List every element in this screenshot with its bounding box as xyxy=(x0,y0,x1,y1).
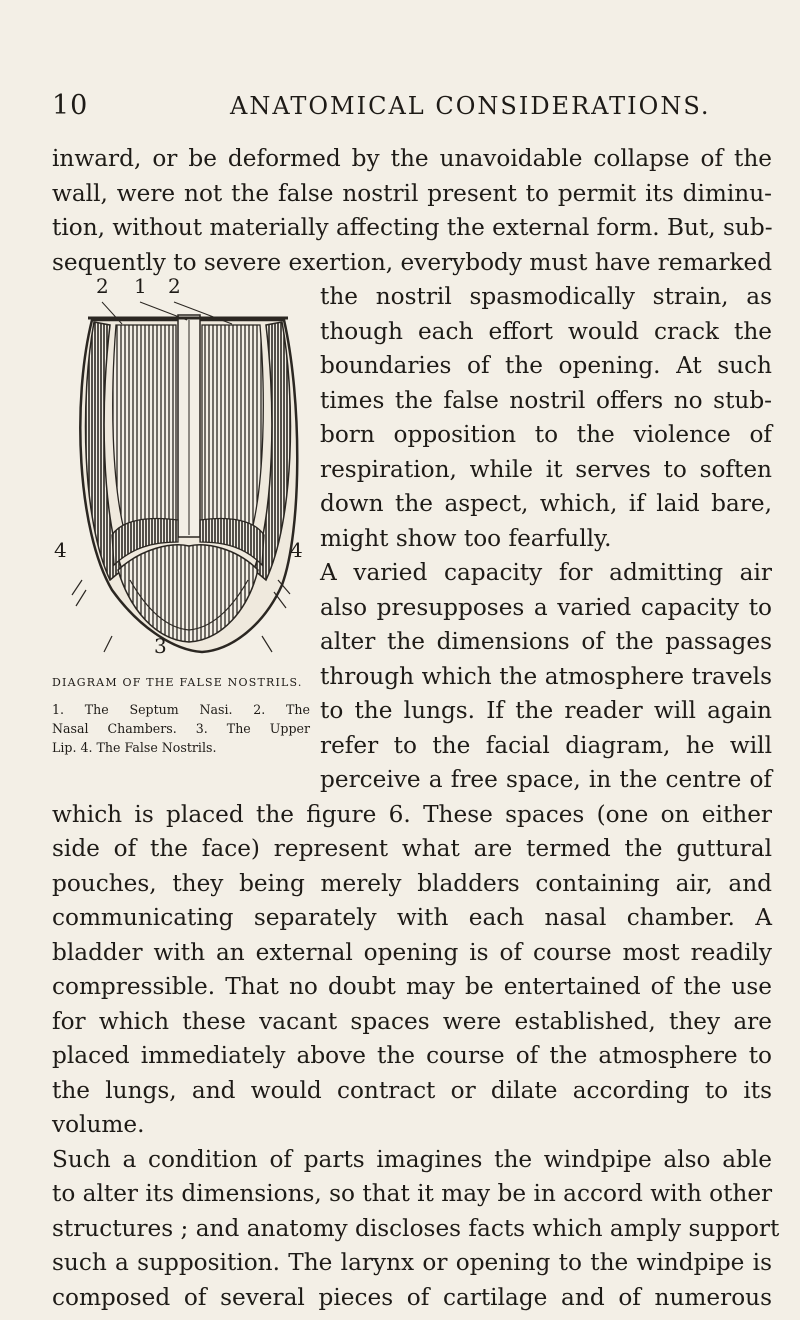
text-line: sequently to severe exertion, everybody must have remarked xyxy=(52,248,773,276)
text-line: wall, were not the false nostril present to permit its diminu- xyxy=(52,179,772,207)
running-head: ANATOMICAL CONSIDERATIONS. xyxy=(230,92,711,120)
page-number: 10 xyxy=(52,90,89,121)
text-line: also presupposes a varied capacity to xyxy=(320,593,772,621)
text-line: alter the dimensions of the passages xyxy=(320,628,772,655)
text-line: boundaries of the opening. At such xyxy=(320,352,772,379)
text-line: for which these vacant spaces were established, they are xyxy=(52,1007,772,1035)
caption-line: 1. The Septum Nasi. 2. The xyxy=(52,702,310,717)
figure-label-1: 1 xyxy=(134,274,147,298)
text-line: to the lungs. If the reader will again xyxy=(320,697,772,724)
text-line: communicating separately with each nasal chamber. A xyxy=(52,904,772,931)
text-line: perceive a free space, in the centre of xyxy=(320,766,772,793)
figure-label-4-left: 4 xyxy=(54,538,67,562)
text-line: tion, without materially affecting the external form. But, sub- xyxy=(52,214,773,241)
caption-line: Lip. 4. The False Nostrils. xyxy=(52,740,217,755)
figure-label-3: 3 xyxy=(154,634,167,658)
text-line: down the aspect, which, if laid bare, xyxy=(320,490,772,517)
text-line: Such a condition of parts imagines the windpipe also able xyxy=(52,1145,772,1173)
body-text xyxy=(52,142,780,1315)
text-line: the nostril spasmodically strain, as xyxy=(320,283,772,310)
text-line: composed of several pieces of cartilage and of numerous xyxy=(52,1283,772,1311)
figure-caption-title: DIAGRAM OF THE FALSE NOSTRILS. xyxy=(52,676,303,689)
text-line: pouches, they being merely bladders containing air, and xyxy=(52,869,772,897)
text-line: such a supposition. The larynx or opening to the windpipe is xyxy=(52,1249,772,1276)
text-line: structures ; and anatomy discloses facts which amply support xyxy=(52,1214,780,1242)
figure-label-2-right: 2 xyxy=(168,274,181,298)
text-line: to alter its dimensions, so that it may be in accord with other xyxy=(52,1180,773,1207)
text-line: might show too fearfully. xyxy=(320,524,612,552)
text-line: volume. xyxy=(52,1111,145,1138)
figure-label-4-right: 4 xyxy=(290,538,303,562)
text-line: respiration, while it serves to soften xyxy=(320,455,772,483)
text-line: refer to the facial diagram, he will xyxy=(320,731,772,759)
text-line: A varied capacity for admitting air xyxy=(320,559,772,586)
text-line: though each effort would crack the xyxy=(320,317,772,345)
text-line: side of the face) represent what are termed the guttural xyxy=(52,835,772,862)
text-line: times the false nostril offers no stub- xyxy=(320,386,772,414)
text-line: inward, or be deformed by the unavoidable collapse of the xyxy=(52,145,772,172)
text-line: born opposition to the violence of xyxy=(320,421,772,448)
figure-label-2-left: 2 xyxy=(96,274,109,298)
text-line: through which the atmosphere travels xyxy=(320,662,772,690)
text-line: which is placed the figure 6. These spaces (one on either xyxy=(52,800,772,828)
caption-line: Nasal Chambers. 3. The Upper xyxy=(52,721,310,736)
text-line: the lungs, and would contract or dilate according to its xyxy=(52,1076,772,1104)
text-line: compressible. That no doubt may be entertained of the use xyxy=(52,973,772,1000)
text-line: placed immediately above the course of the atmosphere to xyxy=(52,1042,772,1069)
text-line: bladder with an external opening is of course most readily xyxy=(52,938,772,966)
